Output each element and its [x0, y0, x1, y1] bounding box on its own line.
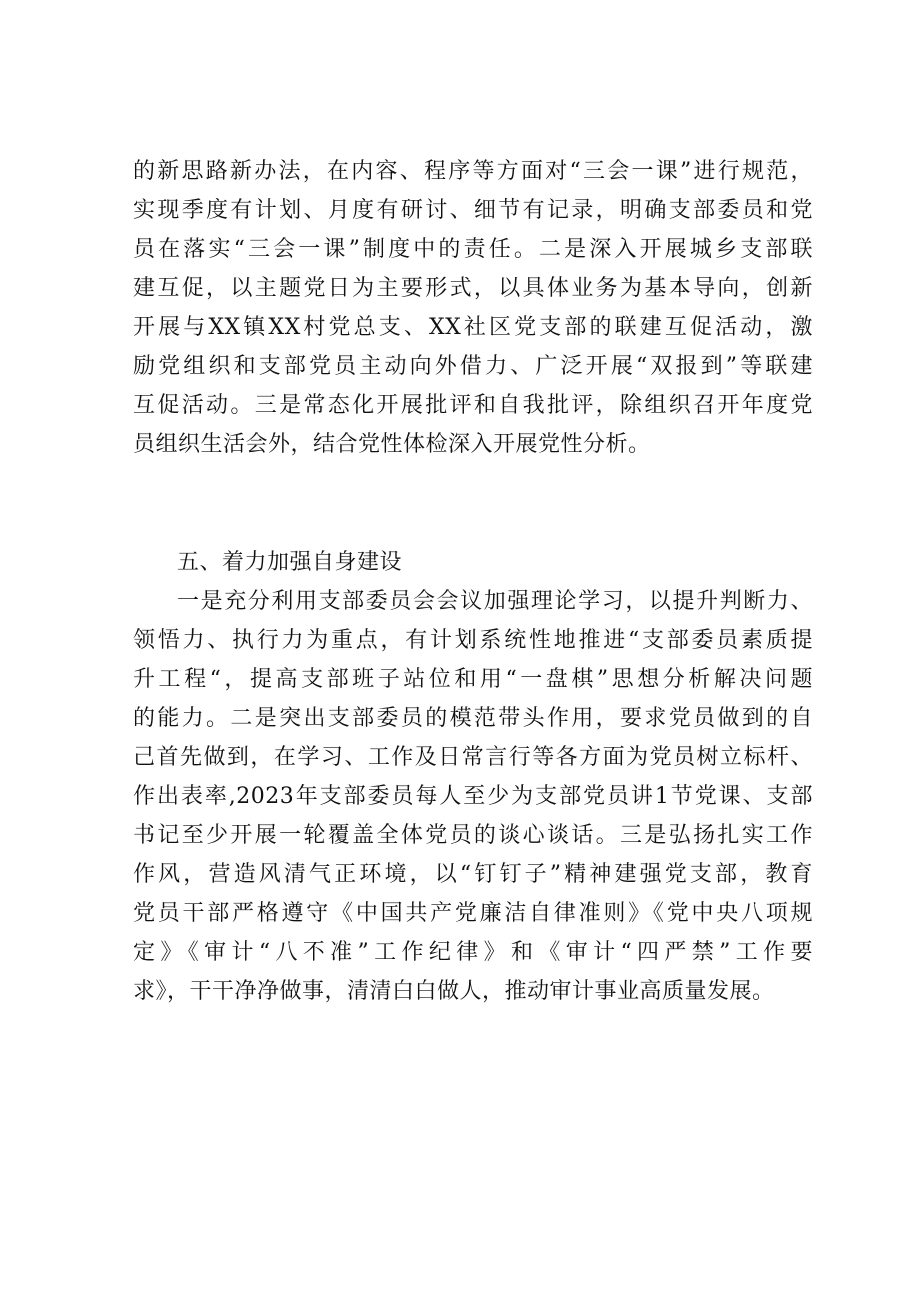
- text-line: 员组织生活会外，结合党性体检深入开展党性分析。: [133, 432, 651, 457]
- text-line: 励党组织和支部党员主动向外借力、广泛开展“双报到”等联建: [133, 354, 813, 379]
- text-line: 实现季度有计划、月度有研讨、细节有记录，明确支部委员和党: [133, 198, 813, 223]
- text-line: 党员干部严格遵守《中国共产党廉洁自律准则》《党中央八项规: [133, 901, 813, 926]
- text-line: 一是充分利用支部委员会会议加强理论学习，以提升判断力、: [177, 589, 813, 614]
- text-line: 的能力。二是突出支部委员的模范带头作用，要求党员做到的自: [133, 706, 813, 731]
- text-line: 员在落实“三会一课”制度中的责任。二是深入开展城乡支部联: [133, 237, 813, 262]
- text-line: 求》，干干净净做事，清清白白做人，推动审计事业高质量发展。: [133, 979, 775, 1004]
- text-line: 互促活动。三是常态化开展批评和自我批评，除组织召开年度党: [133, 393, 813, 418]
- section-heading-block: [133, 543, 813, 582]
- text-line: 定》《审计“八不准”工作纪律》和《审计“四严禁”工作要: [133, 940, 813, 965]
- text-line: 建互促，以主题党日为主要形式，以具体业务为基本导向，创新: [133, 276, 813, 301]
- text-line: 作风，营造风清气正环境，以“钉钉子”精神建强党支部，教育: [133, 862, 813, 887]
- text-line: 开展与XX镇XX村党总支、XX社区党支部的联建互促活动，激: [133, 315, 813, 340]
- section-paragraph: [133, 582, 813, 1011]
- text-line: 书记至少开展一轮覆盖全体党员的谈心谈话。三是弘扬扎实工作: [133, 823, 813, 848]
- text-line: 作出表率,2023年支部委员每人至少为支部党员讲1节党课、支部: [133, 784, 813, 809]
- text-line: 己首先做到，在学习、工作及日常言行等各方面为党员树立标杆、: [133, 745, 813, 770]
- text-line: 领悟力、执行力为重点，有计划系统性地推进“支部委员素质提: [133, 628, 813, 653]
- text-line: 的新思路新办法，在内容、程序等方面对“三会一课”进行规范，: [133, 159, 813, 184]
- text-line: 升工程“，提高支部班子站位和用“一盘棋”思想分析解决问题: [133, 667, 813, 692]
- paragraph-continuation: [133, 152, 813, 464]
- section-heading: 五、着力加强自身建设: [177, 550, 403, 575]
